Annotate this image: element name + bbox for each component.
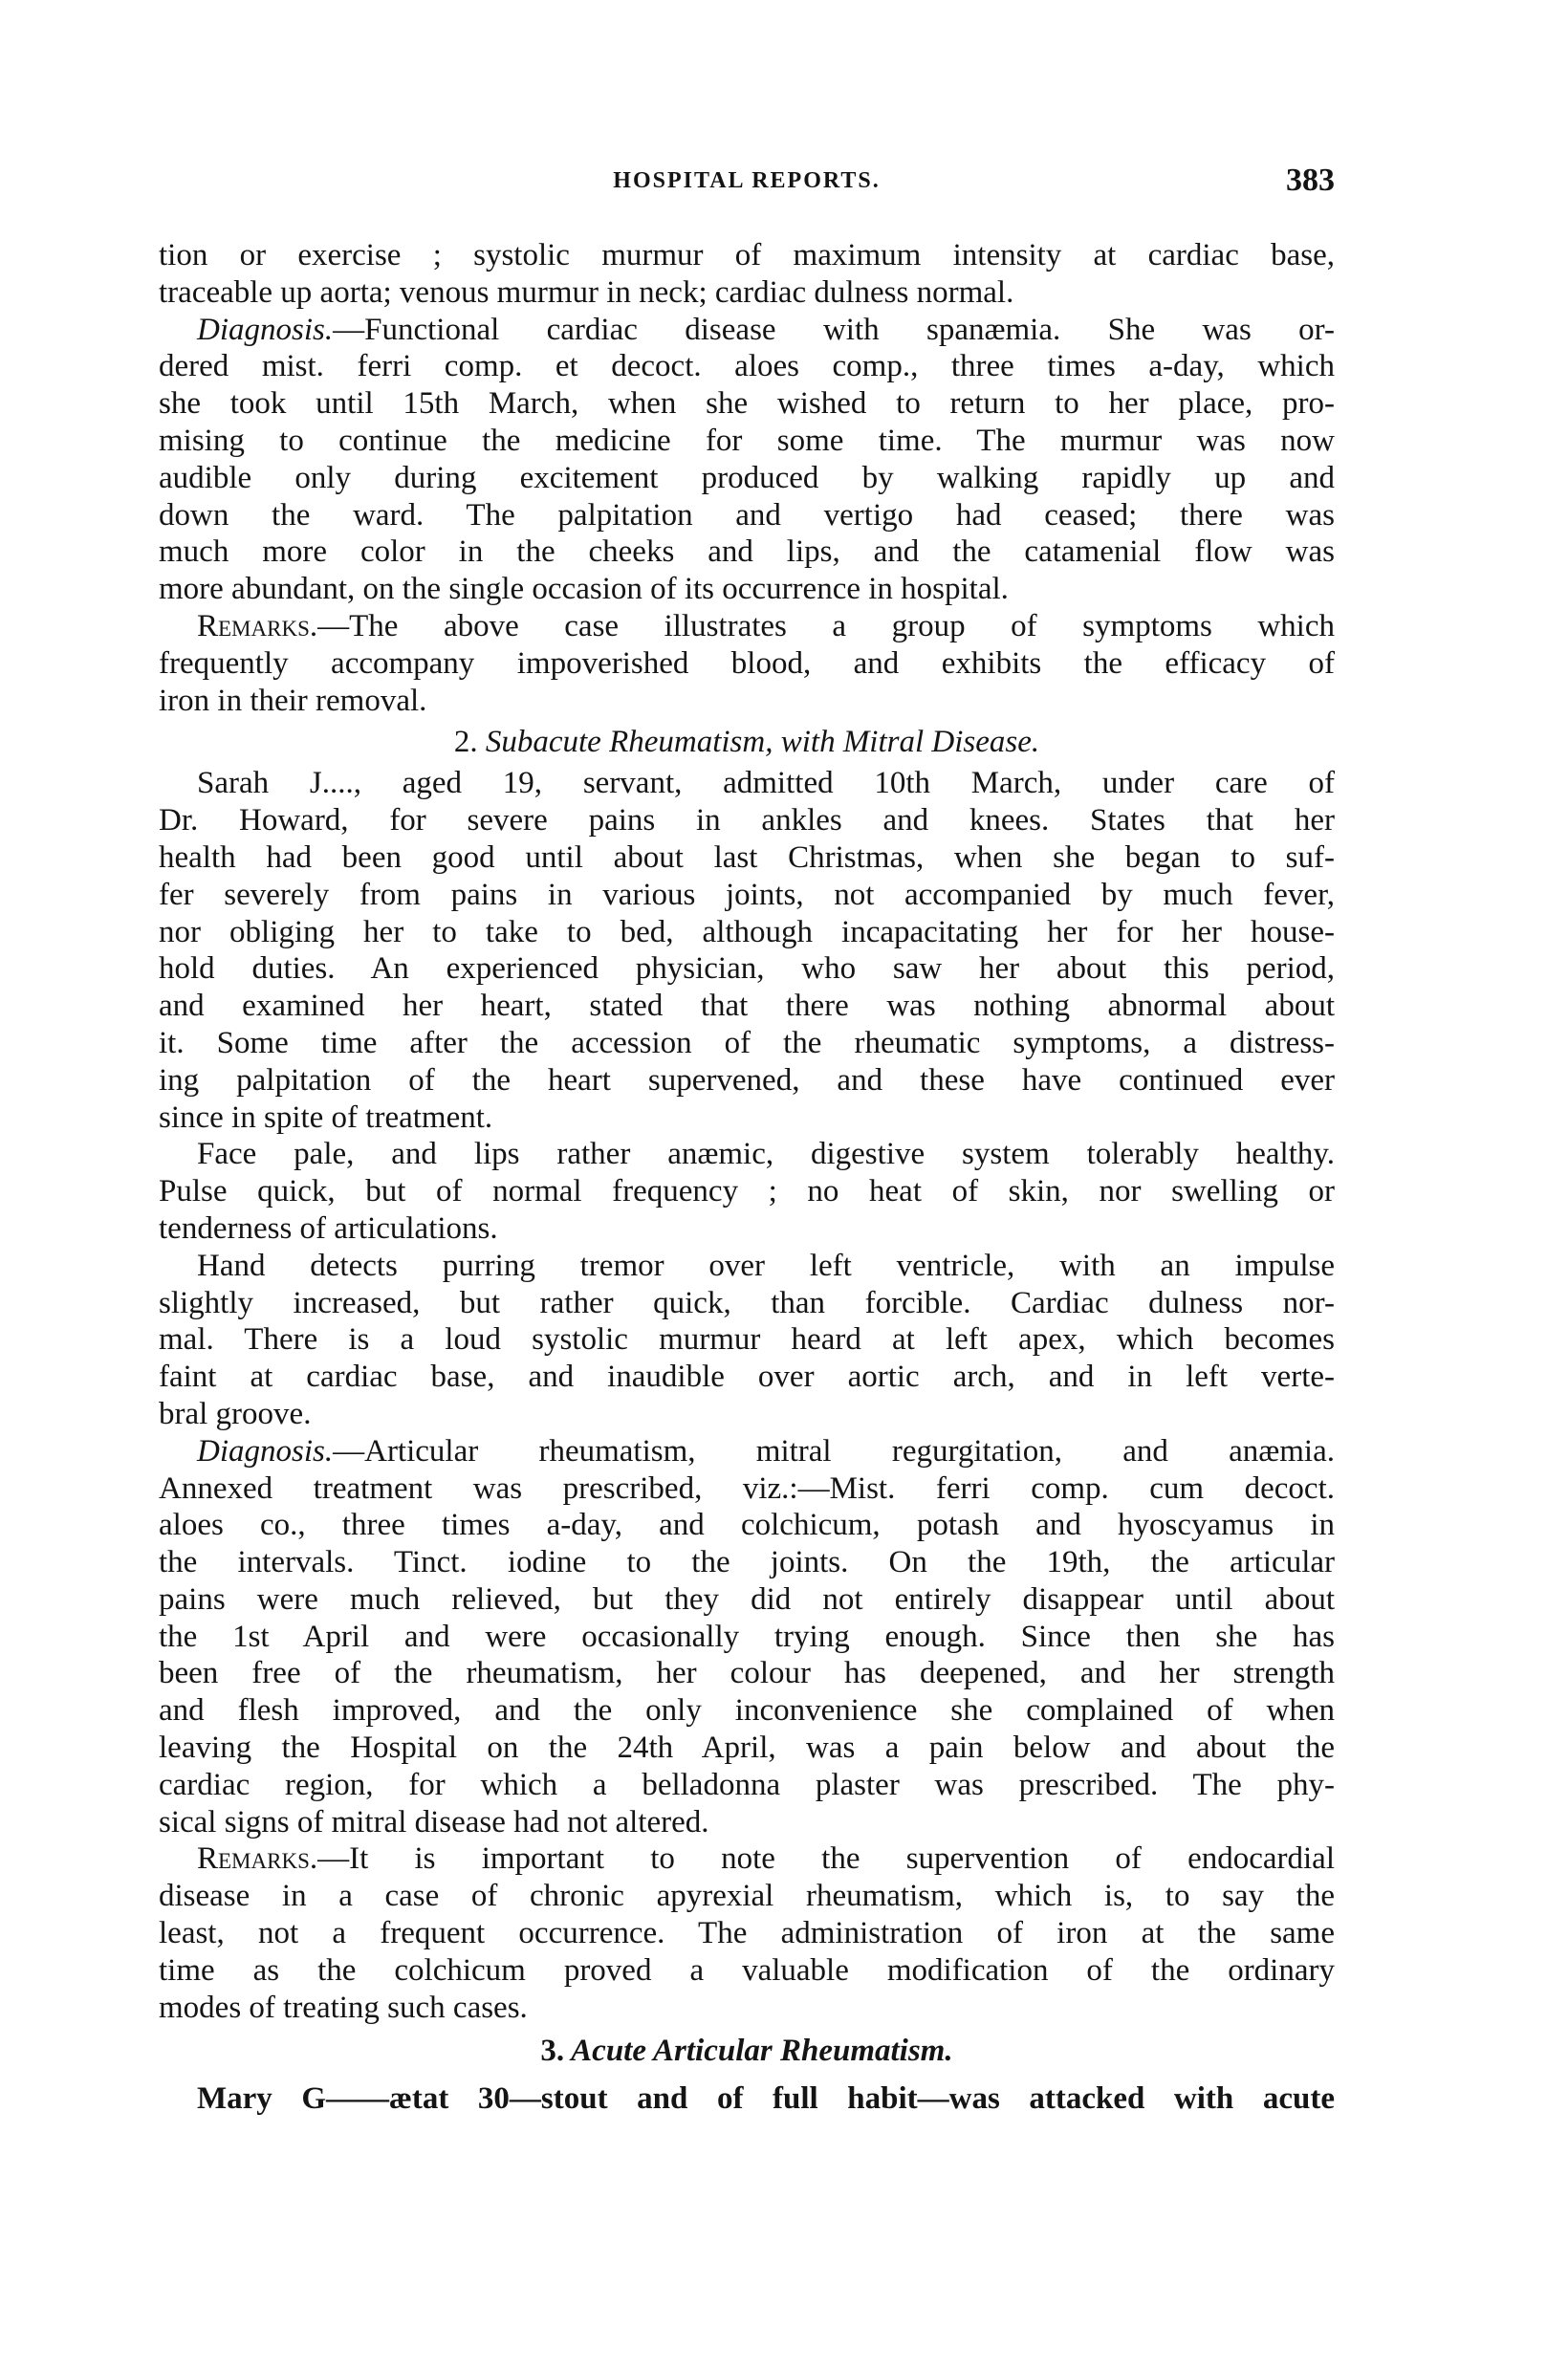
text-line: Hand detects purring tremor over left ventricle, with an impulse	[197, 1248, 1335, 1283]
text-line: dered mist. ferri comp. et decoct. aloes comp., three times a-day, which	[159, 349, 1335, 384]
case-1-paragraph	[159, 237, 1335, 312]
case-3-heading	[159, 2026, 1335, 2076]
page-number: 383	[1286, 163, 1335, 198]
case-2-remarks	[159, 1840, 1335, 2026]
text-line: cardiac region, for which a belladonna plaster was prescribed. The phy-	[159, 1767, 1335, 1802]
diagnosis-label: Diagnosis.	[197, 1433, 334, 1469]
text-line: Sarah J...., aged 19, servant, admitted 10th March, under care of	[197, 766, 1335, 801]
text-line: been free of the rheumatism, her colour has deepened, and her strength	[159, 1656, 1335, 1691]
text-line: fer severely from pains in various joints, not accompanied by much fever,	[159, 877, 1335, 912]
text-line: tenderness of articulations.	[159, 1210, 498, 1246]
case-2-examination	[159, 1248, 1335, 1433]
remarks-text: —It is important to note the supervention of endocardial	[317, 1841, 1335, 1877]
text-line: slightly increased, but rather quick, than forcible. Cardiac dulness nor-	[159, 1285, 1335, 1320]
text-line: mal. There is a loud systolic murmur heard at left apex, which becomes	[159, 1322, 1335, 1358]
case-1-diagnosis	[159, 312, 1335, 608]
text-line	[159, 1840, 1335, 1878]
running-head: HOSPITAL REPORTS.	[613, 168, 881, 193]
text-line: time as the colchicum proved a valuable modification of the ordinary	[159, 1952, 1335, 1988]
text-line: mising to continue the medicine for some time. The murmur was now	[159, 423, 1335, 458]
text-line: down the ward. The palpitation and vertigo had ceased; there was	[159, 497, 1335, 533]
text-line: traceable up aorta; venous murmur in neck; cardiac dulness normal.	[159, 274, 1014, 310]
page-header	[159, 163, 1335, 210]
text-line: faint at cardiac base, and inaudible over aortic arch, and in left verte-	[159, 1360, 1335, 1395]
heading-title: Acute Articular Rheumatism.	[571, 2034, 953, 2069]
text-line: Pulse quick, but of normal frequency ; no heat of skin, nor swelling or	[159, 1174, 1335, 1209]
text-line	[159, 312, 1335, 349]
text-line: bral groove.	[159, 1396, 312, 1431]
text-line: she took until 15th March, when she wished to return to her place, pro-	[159, 386, 1335, 422]
text-line: iron in their removal.	[159, 683, 427, 718]
text-line: much more color in the cheeks and lips, and the catamenial flow was	[159, 534, 1335, 570]
remarks-label: Remarks.	[197, 1841, 318, 1877]
page-body	[159, 237, 1335, 2122]
text-line: modes of treating such cases.	[159, 1990, 528, 2025]
text-line: Face pale, and lips rather anæmic, digestive system tolerably healthy.	[197, 1137, 1335, 1172]
text-line: frequently accompany impoverished blood, and exhibits the efficacy of	[159, 645, 1335, 681]
text-line: pains were much relieved, but they did not entirely disappear until about	[159, 1581, 1335, 1617]
heading-number: 2.	[453, 725, 478, 760]
text-line: the intervals. Tinct. iodine to the joints. On the 19th, the articular	[159, 1545, 1335, 1580]
text-line: sical signs of mitral disease had not altered.	[159, 1804, 709, 1840]
text-line: since in spite of treatment.	[159, 1099, 493, 1135]
text-line: health had been good until about last Christmas, when she began to suf-	[159, 839, 1335, 875]
case-2-diagnosis	[159, 1433, 1335, 1841]
text-line: leaving the Hospital on the 24th April, was a pain below and about the	[159, 1731, 1335, 1766]
text-line: audible only during excitement produced by walking rapidly up and	[159, 460, 1335, 495]
text-line: it. Some time after the accession of the rheumatic symptoms, a distress-	[159, 1025, 1335, 1060]
text-line: more abundant, on the single occasion of its occurrence in hospital.	[159, 572, 1009, 607]
case-2-appearance	[159, 1136, 1335, 1247]
text-line: tion or exercise ; systolic murmur of maximum intensity at cardiac base,	[159, 238, 1335, 272]
text-line: nor obliging her to take to bed, although incapacitating her for her house-	[159, 914, 1335, 949]
text-line	[159, 608, 1335, 645]
text-line: Annexed treatment was prescribed, viz.:—Mist. ferri comp. cum decoct.	[159, 1470, 1335, 1506]
remarks-text: —The above case illustrates a group of symptoms which	[317, 608, 1335, 643]
diagnosis-label: Diagnosis.	[197, 312, 334, 347]
diagnosis-text: —Articular rheumatism, mitral regurgitation, and anæmia.	[333, 1433, 1335, 1469]
text-line: and examined her heart, stated that there was nothing abnormal about	[159, 989, 1335, 1024]
text-line: and flesh improved, and the only inconvenience she complained of when	[159, 1693, 1335, 1729]
case-3-first-line: Mary G——ætat 30—stout and of full habit—was attacked with acute	[197, 2081, 1335, 2117]
heading-number: 3.	[540, 2034, 565, 2069]
heading-title: Subacute Rheumatism, with Mitral Disease.	[485, 725, 1040, 760]
case-2-history	[159, 765, 1335, 1136]
text-line: aloes co., three times a-day, and colchicum, potash and hyoscyamus in	[159, 1508, 1335, 1543]
text-line: ing palpitation of the heart supervened, and these have continued ever	[159, 1062, 1335, 1098]
text-line: Dr. Howard, for severe pains in ankles and knees. States that her	[159, 803, 1335, 838]
diagnosis-text: —Functional cardiac disease with spanæmia. She was or-	[333, 312, 1335, 347]
text-line: disease in a case of chronic apyrexial rheumatism, which is, to say the	[159, 1879, 1335, 1914]
case-2-heading	[159, 719, 1335, 765]
text-line: hold duties. An experienced physician, who saw her about this period,	[159, 951, 1335, 987]
text-line	[159, 1433, 1335, 1470]
remarks-label: Remarks.	[197, 608, 318, 643]
text-line: the 1st April and were occasionally trying enough. Since then she has	[159, 1619, 1335, 1654]
text-line: least, not a frequent occurrence. The administration of iron at the same	[159, 1916, 1335, 1951]
case-1-remarks	[159, 608, 1335, 719]
